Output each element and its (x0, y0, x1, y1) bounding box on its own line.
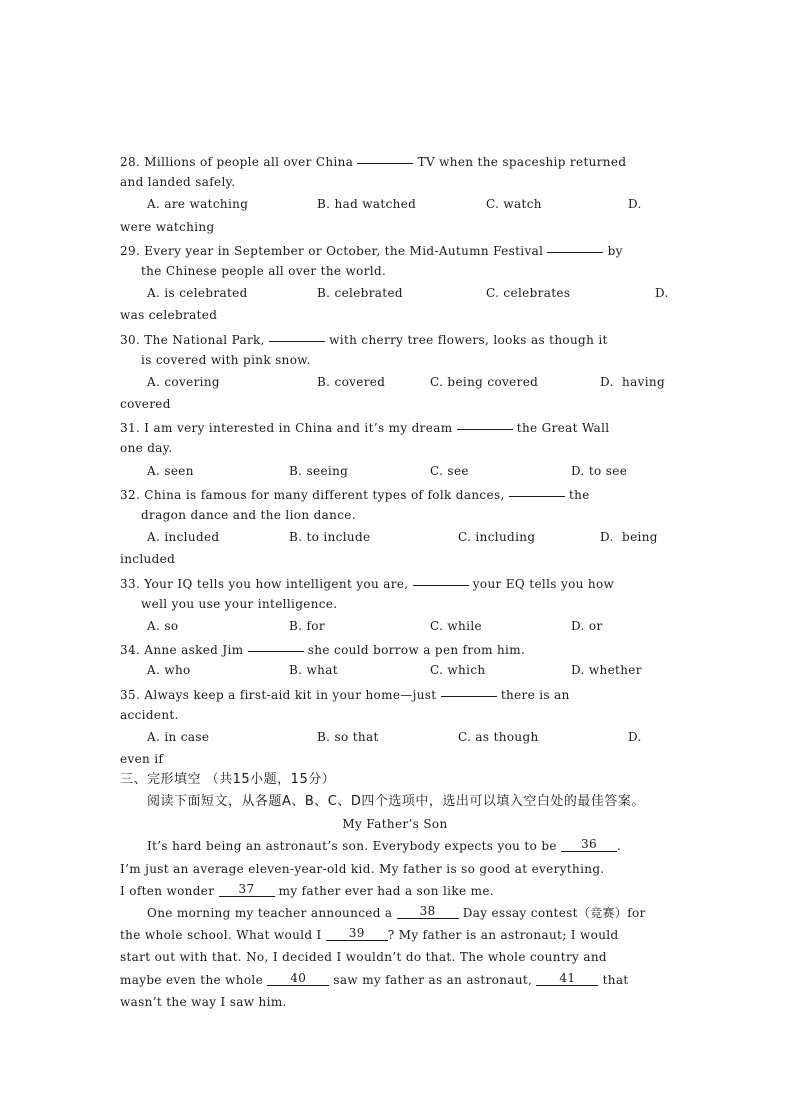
passage-text: that (598, 972, 629, 987)
option-a: A. who (147, 663, 191, 678)
options-32 (120, 526, 670, 548)
option-b: B. to include (289, 530, 371, 545)
option-d-text: covered (120, 397, 171, 412)
passage-text: One morning my teacher announced a (147, 906, 397, 920)
question-text: she could borrow a pen from him. (303, 643, 526, 658)
passage-text: I often wonder (120, 883, 219, 898)
passage-line (120, 969, 670, 991)
passage-text: It’s hard being an astronaut’s son. Everybody expects you to be (147, 839, 561, 854)
question-text: 31. I am very interested in China and it’s my dream (120, 421, 457, 436)
passage-line (120, 835, 670, 857)
option-c: C. as though (458, 729, 539, 744)
option-d: D. (628, 197, 642, 212)
answer-blank (509, 482, 565, 497)
passage-line: wasn’t the way I saw him. (120, 994, 287, 1009)
question-28 (120, 149, 670, 171)
question-34 (120, 637, 670, 659)
question-text: 34. Anne asked Jim (120, 643, 248, 658)
question-31 (120, 415, 670, 437)
exam-page (120, 149, 670, 1013)
question-35 (120, 682, 670, 704)
question-text: 35. Always keep a first-aid kit in your home—just (120, 687, 441, 702)
option-d: D. or (571, 618, 603, 633)
option-a: A. covering (147, 374, 220, 389)
option-b: B. had watched (317, 197, 417, 212)
answer-blank (269, 327, 325, 342)
question-text: with cherry tree flowers, looks as though it (325, 332, 608, 347)
blank-number: 38 (419, 904, 436, 918)
question-text: accident. (120, 707, 179, 722)
answer-blank (457, 415, 513, 430)
cloze-blank-40 (267, 971, 329, 986)
option-a: A. so (147, 618, 179, 633)
option-d: D. to see (571, 463, 628, 478)
passage-text: maybe even the whole (120, 972, 268, 987)
question-text: the (564, 487, 590, 502)
cloze-blank-36 (561, 837, 617, 852)
option-a: A. included (147, 530, 220, 545)
question-text: 33. Your IQ tells you how intelligent you are, (120, 576, 413, 591)
question-text: your EQ tells you how (468, 576, 615, 591)
question-text: the Great Wall (512, 421, 610, 436)
passage-line (120, 880, 670, 902)
passage-text: the whole school. What would I (120, 928, 326, 943)
option-a: A. in case (147, 729, 210, 744)
passage-line: start out with that. No, I decided I wouldn’t do that. The whole country and (120, 950, 607, 965)
question-text: well you use your intelligence. (141, 596, 338, 611)
option-d: D. whether (571, 663, 642, 678)
option-b: B. celebrated (317, 286, 403, 301)
options-35 (120, 726, 670, 748)
option-b: B. for (289, 618, 325, 633)
question-29 (120, 238, 670, 260)
question-text: 32. China is famous for many different types of folk dances, (120, 487, 509, 502)
cloze-blank-39 (326, 926, 388, 941)
passage-text: my father ever had a son like me. (274, 883, 494, 898)
option-c: C. being covered (430, 374, 539, 389)
options-30 (120, 371, 670, 393)
option-b: B. covered (317, 374, 386, 389)
question-text: there is an (496, 687, 570, 702)
option-d-text: was celebrated (120, 308, 218, 323)
passage-text: saw my father as an astronaut, (329, 972, 537, 987)
passage-text: Day essay contest（竞赛）for (458, 906, 646, 920)
options-34 (120, 659, 670, 681)
option-b: B. seeing (289, 463, 349, 478)
options-29 (120, 282, 670, 304)
option-b: B. so that (317, 729, 379, 744)
option-c: C. watch (486, 197, 542, 212)
option-a: A. are watching (147, 197, 249, 212)
blank-number: 36 (580, 837, 597, 852)
answer-blank (547, 238, 603, 253)
question-32 (120, 482, 670, 504)
blank-number: 39 (348, 926, 365, 941)
question-text: 29. Every year in September or October, the Mid-Autumn Festival (120, 243, 548, 258)
option-d: D. (655, 286, 669, 301)
option-c: C. including (458, 530, 536, 545)
answer-blank (441, 682, 497, 697)
cloze-blank-38 (397, 904, 459, 919)
passage-line (120, 902, 670, 924)
question-text: the Chinese people all over the world. (141, 263, 387, 278)
question-text: TV when the spaceship returned (413, 155, 627, 169)
option-d: D. having (600, 374, 666, 389)
option-c: C. see (430, 463, 469, 478)
question-text: and landed safely. (120, 175, 236, 190)
question-text: 28. Millions of people all over China (120, 155, 358, 169)
option-c: C. which (430, 663, 486, 678)
option-d-text: included (120, 552, 176, 567)
passage-line (120, 924, 670, 946)
options-33 (120, 615, 670, 637)
question-text: one day. (120, 441, 173, 456)
blank-number: 41 (559, 970, 576, 985)
answer-blank (248, 637, 304, 652)
options-31 (120, 460, 670, 482)
passage-line: I’m just an average eleven-year-old kid. My father is so good at everything. (120, 861, 605, 876)
answer-blank (357, 149, 413, 164)
option-c: C. while (430, 618, 482, 633)
question-30 (120, 327, 670, 349)
cloze-blank-37 (219, 882, 275, 897)
question-text: 30. The National Park, (120, 332, 269, 347)
question-text: is covered with pink snow. (141, 352, 311, 367)
option-a: A. seen (147, 463, 194, 478)
option-d-text: even if (120, 752, 164, 767)
option-c: C. celebrates (486, 286, 571, 301)
option-d-text: were watching (120, 219, 215, 234)
option-b: B. what (289, 663, 338, 678)
answer-blank (413, 571, 469, 586)
section-heading: 三、完形填空 （共15小题，15分） (120, 772, 336, 788)
option-d: D. (628, 729, 642, 744)
blank-number: 40 (290, 970, 307, 985)
passage-text: . (616, 839, 622, 854)
passage-title: My Father’s Son (342, 817, 448, 832)
cloze-blank-41 (536, 971, 598, 986)
passage-text: ? My father is an astronaut; I would (387, 928, 619, 943)
blank-number: 37 (238, 881, 255, 896)
section-instruction: 阅读下面短文，从各题A、B、C、D四个选项中，选出可以填入空白处的最佳答案。 (147, 794, 645, 810)
question-33 (120, 571, 670, 593)
question-text: by (603, 243, 623, 258)
option-d: D. being (600, 530, 658, 545)
option-a: A. is celebrated (147, 286, 248, 301)
options-28 (120, 193, 670, 215)
question-text: dragon dance and the lion dance. (141, 508, 356, 522)
